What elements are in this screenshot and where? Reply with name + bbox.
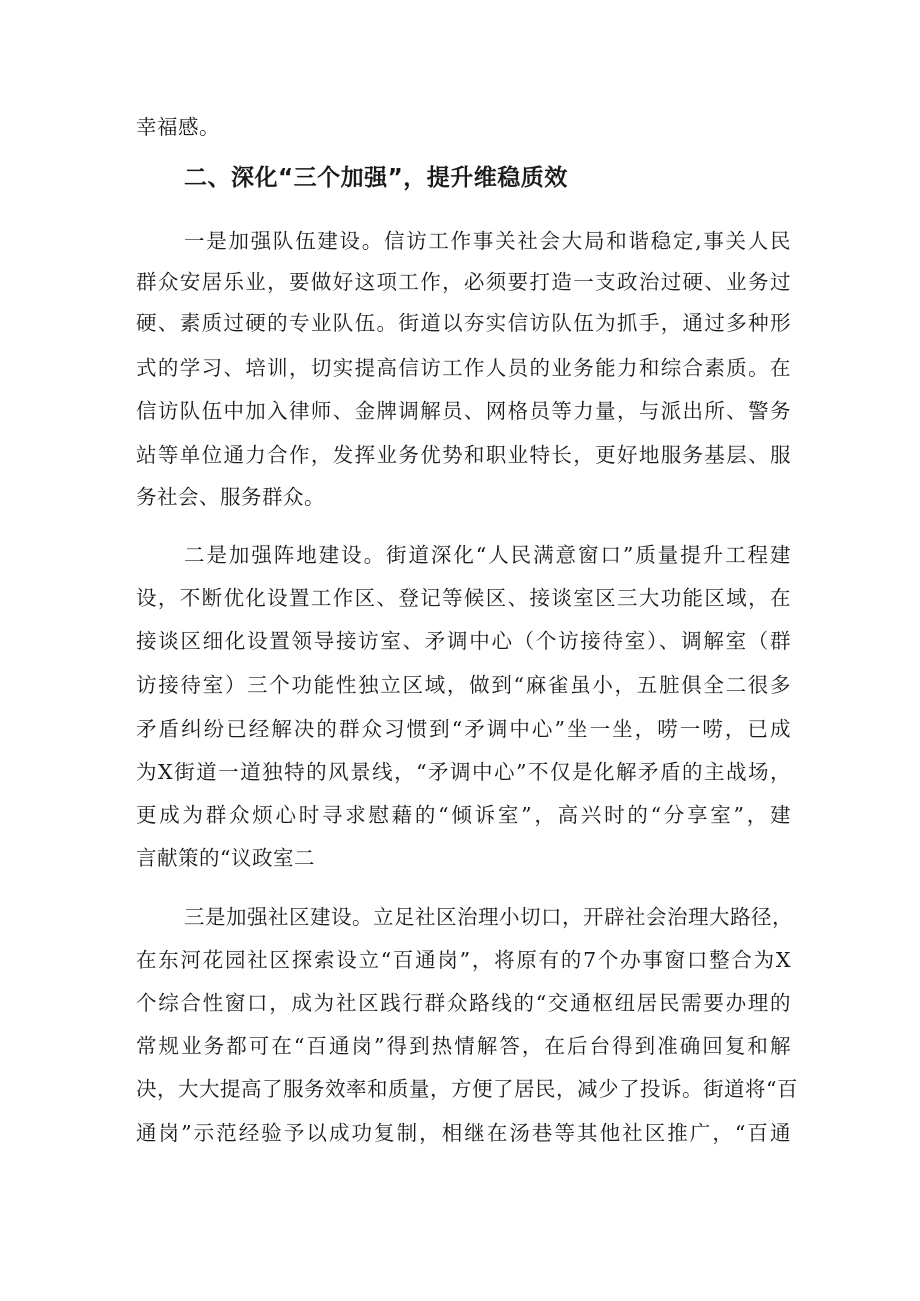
paragraph-line: 访接待室）三个功能性独立区域，做到“麻雀虽小，五脏俱全二很多: [136, 673, 791, 697]
paragraph-line: 为X街道一道独特的风景线，“矛调中心”不仅是化解矛盾的主战场，: [136, 760, 791, 784]
paragraph-line: 决，大大提高了服务效率和质量，方便了居民，减少了投诉。街道将“百: [136, 1077, 798, 1101]
paragraph-line: 矛盾纠纷已经解决的群众习惯到“矛调中心”坐一坐，唠一唠，已成: [136, 717, 791, 741]
paragraph-line: 个综合性窗口，成为社区践行群众路线的“交通枢纽居民需要办理的: [136, 991, 791, 1015]
paragraph-line: 在东河花园社区探索设立“百通岗”，将原有的7个办事窗口整合为X: [136, 948, 791, 972]
paragraph-line: 信访队伍中加入律师、金牌调解员、网格员等力量，与派出所、警务: [136, 399, 791, 423]
paragraph-line: 硬、素质过硬的专业队伍。街道以夯实信访队伍为抓手，通过多种形: [136, 311, 791, 335]
paragraph-line: 三是加强社区建设。立足社区治理小切口，开辟社会治理大路径，: [184, 905, 793, 929]
paragraph-line: 接谈区细化设置领导接访室、矛调中心（个访接待室）、调解室（群: [136, 629, 791, 653]
paragraph-line: 一是加强队伍建设。信访工作事关社会大局和谐稳定,事关人民: [184, 229, 791, 253]
paragraph-line: 设，不断优化设置工作区、登记等候区、接谈室区三大功能区域，在: [136, 586, 791, 610]
carryover-text: 幸福感。: [136, 115, 220, 139]
paragraph-line: 更成为群众烦心时寻求慰藉的“倾诉室”，高兴时的“分享室”，建: [136, 803, 791, 827]
paragraph-line: 群众安居乐业，要做好这项工作，必须要打造一支政治过硬、业务过: [136, 270, 791, 294]
paragraph-line: 二是加强阵地建设。街道深化“人民满意窗口”质量提升工程建: [184, 543, 791, 567]
paragraph-line: 常规业务都可在“百通岗”得到热情解答，在后台得到准确回复和解: [136, 1034, 791, 1058]
paragraph-line: 通岗”示范经验予以成功复制，相继在汤巷等其他社区推广，“百通: [136, 1121, 791, 1145]
section-heading: 二、深化“三个加强”，提升维稳质效: [184, 165, 568, 191]
paragraph-line: 式的学习、培训，切实提高信访工作人员的业务能力和综合素质。在: [136, 356, 791, 380]
paragraph-line: 务社会、服务群众。: [136, 485, 325, 509]
paragraph-line: 言献策的“议政室二: [136, 846, 315, 870]
paragraph-line: 站等单位通力合作，发挥业务优势和职业特长，更好地服务基层、服: [136, 443, 791, 467]
